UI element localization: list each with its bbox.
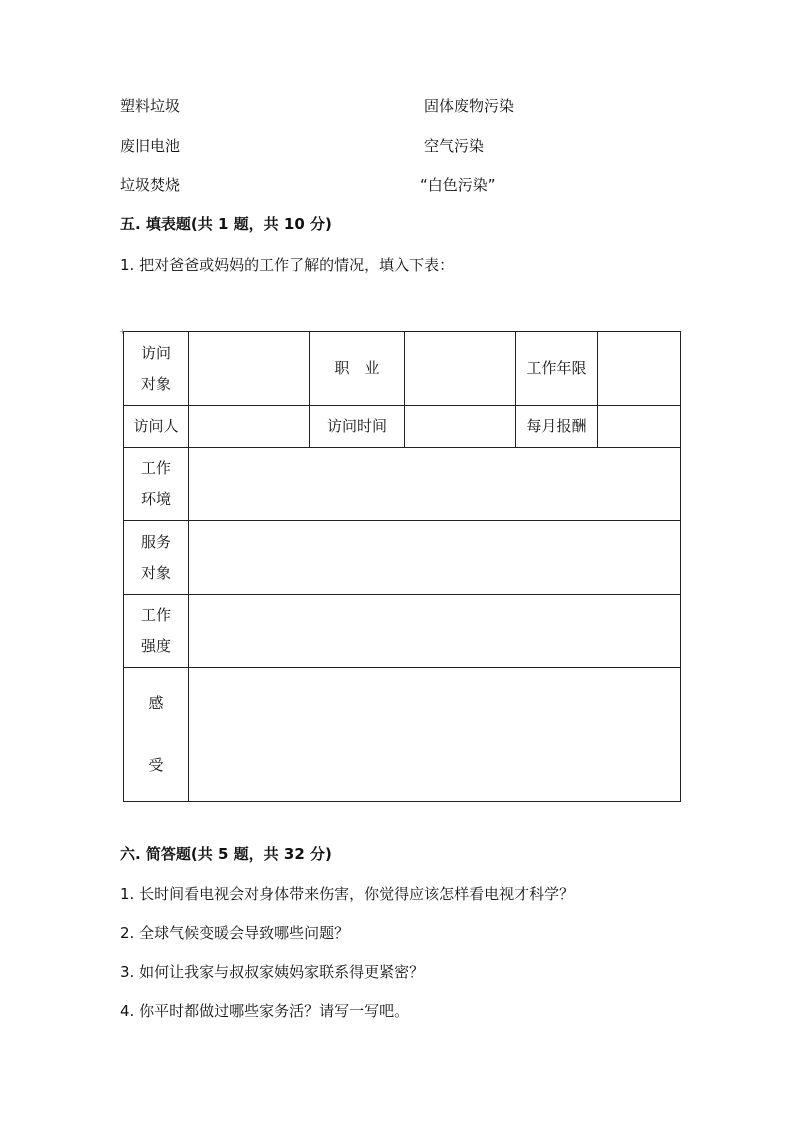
input-cell-work-years[interactable] bbox=[598, 332, 681, 406]
label-line: 感 bbox=[148, 694, 164, 712]
label-cell-monthly-pay: 每月报酬 bbox=[516, 406, 598, 448]
section5-title: 五. 填表题(共 1 题，共 10 分) bbox=[120, 215, 332, 233]
input-cell-work-intensity[interactable] bbox=[189, 595, 681, 668]
input-cell-work-environment[interactable] bbox=[189, 448, 681, 521]
section5-question: 1. 把对爸爸或妈妈的工作了解的情况，填入下表： bbox=[120, 256, 455, 274]
label-line: 受 bbox=[148, 756, 164, 774]
label-line: 对象 bbox=[140, 563, 171, 582]
label-line: 工作 bbox=[140, 459, 171, 477]
input-cell-feelings[interactable] bbox=[189, 668, 681, 802]
section6-title: 六. 简答题(共 5 题，共 32 分) bbox=[120, 845, 332, 863]
table-row bbox=[124, 332, 681, 406]
input-cell-monthly-pay[interactable] bbox=[598, 406, 681, 448]
label-line: 环境 bbox=[140, 490, 171, 508]
input-cell-visit-time[interactable] bbox=[405, 406, 516, 448]
label-line: 工作 bbox=[140, 606, 171, 624]
table-row bbox=[124, 406, 681, 448]
match-right-item: 固体废物污染 bbox=[424, 97, 515, 115]
label-line: 服务 bbox=[140, 532, 171, 551]
label-cell-job: 职 业 bbox=[310, 332, 405, 406]
label-line: 强度 bbox=[140, 637, 171, 655]
question-item: 2. 全球气候变暖会导致哪些问题？ bbox=[120, 924, 350, 942]
input-cell-visitor[interactable] bbox=[189, 406, 310, 448]
label-cell-service-target bbox=[124, 521, 189, 595]
match-right-item: 空气污染 bbox=[424, 137, 485, 155]
table-row bbox=[124, 668, 681, 802]
label-line: 对象 bbox=[140, 374, 171, 393]
input-cell-visit-target[interactable] bbox=[189, 332, 310, 406]
table-row bbox=[124, 448, 681, 521]
question-item: 1. 长时间看电视会对身体带来伤害，你觉得应该怎样看电视才科学？ bbox=[120, 885, 575, 903]
input-cell-job[interactable] bbox=[405, 332, 516, 406]
match-right-item: “白色污染” bbox=[420, 176, 496, 194]
survey-table bbox=[123, 331, 681, 802]
label-cell-visitor: 访问人 bbox=[124, 406, 189, 448]
label-cell-work-intensity bbox=[124, 595, 189, 668]
table-row bbox=[124, 595, 681, 668]
label-cell-work-environment bbox=[124, 448, 189, 521]
label-line: 访问 bbox=[140, 343, 171, 362]
table-corner-mark: + bbox=[119, 327, 126, 336]
question-item: 4. 你平时都做过哪些家务活？请写一写吧。 bbox=[120, 1002, 410, 1020]
match-left-item: 垃圾焚烧 bbox=[120, 176, 181, 194]
question-item: 3. 如何让我家与叔叔家姨妈家联系得更紧密？ bbox=[120, 963, 425, 981]
label-cell-work-years: 工作年限 bbox=[516, 332, 598, 406]
label-cell-visit-target bbox=[124, 332, 189, 406]
label-cell-feelings bbox=[124, 668, 189, 802]
table-row bbox=[124, 521, 681, 595]
input-cell-service-target[interactable] bbox=[189, 521, 681, 595]
label-cell-visit-time: 访问时间 bbox=[310, 406, 405, 448]
match-left-item: 塑料垃圾 bbox=[120, 97, 181, 115]
match-left-item: 废旧电池 bbox=[120, 137, 181, 155]
